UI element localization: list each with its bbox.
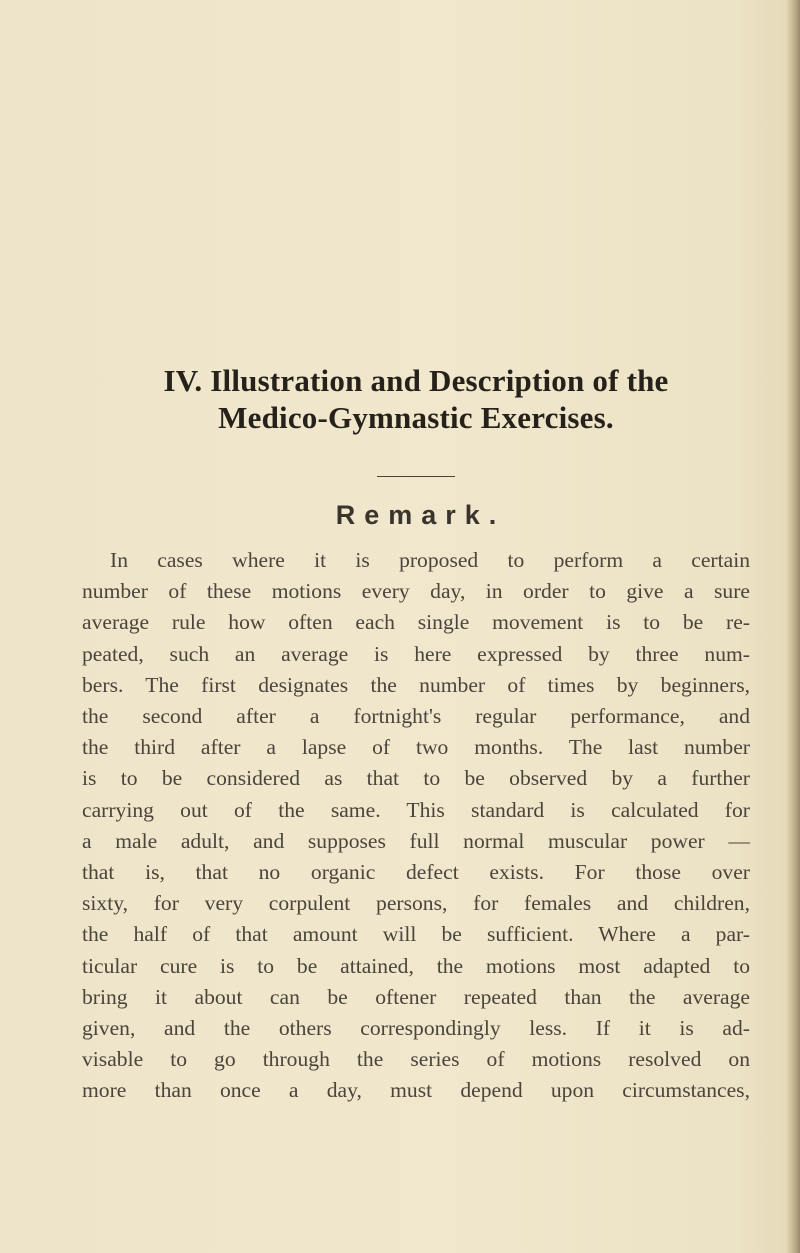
- heading-divider: [377, 476, 455, 477]
- paragraph-line: In cases where it is proposed to perform a certain: [110, 548, 750, 572]
- paragraph-line: bers. The first designates the number of times by beginners,: [82, 672, 750, 697]
- remark-subheading: Remark.: [335, 500, 506, 530]
- paragraph-line: that is, that no organic defect exists. For those over: [82, 860, 750, 885]
- section-heading-line-1: IV. Illustration and Description of the: [163, 363, 669, 398]
- paragraph-line: peated, such an average is here expressed by three num-: [82, 641, 750, 666]
- paragraph-line: more than once a day, must depend upon circumstances,: [82, 1078, 750, 1103]
- paragraph-line: average rule how often each single movement is to be re-: [82, 610, 750, 635]
- paragraph-line: a male adult, and supposes full normal muscular power —: [82, 828, 750, 853]
- page-edge-shadow: [786, 0, 800, 1253]
- paragraph-line: number of these motions every day, in order to give a sure: [82, 579, 750, 604]
- paragraph-line: given, and the others correspondingly less. If it is ad-: [82, 1016, 750, 1041]
- paragraph-line: bring it about can be oftener repeated than the average: [82, 984, 750, 1009]
- paragraph-line: sixty, for very corpulent persons, for females and children,: [82, 891, 750, 916]
- paragraph-line: carrying out of the same. This standard is calculated for: [82, 797, 750, 822]
- paragraph-line: is to be considered as that to be observed by a further: [82, 766, 750, 791]
- section-heading: [82, 362, 750, 436]
- paragraph-line: visable to go through the series of motions resolved on: [82, 1047, 750, 1072]
- page-content: [82, 362, 750, 1107]
- paragraph-line: the half of that amount will be sufficient. Where a par-: [82, 922, 750, 947]
- paragraph-line: the second after a fortnight's regular performance, and: [82, 704, 750, 729]
- paragraph-line: ticular cure is to be attained, the motions most adapted to: [82, 953, 750, 978]
- remark-paragraph: [82, 545, 750, 1107]
- paragraph-line: the third after a lapse of two months. The last number: [82, 735, 750, 760]
- section-heading-line-2: Medico-Gymnastic Exercises.: [218, 400, 614, 435]
